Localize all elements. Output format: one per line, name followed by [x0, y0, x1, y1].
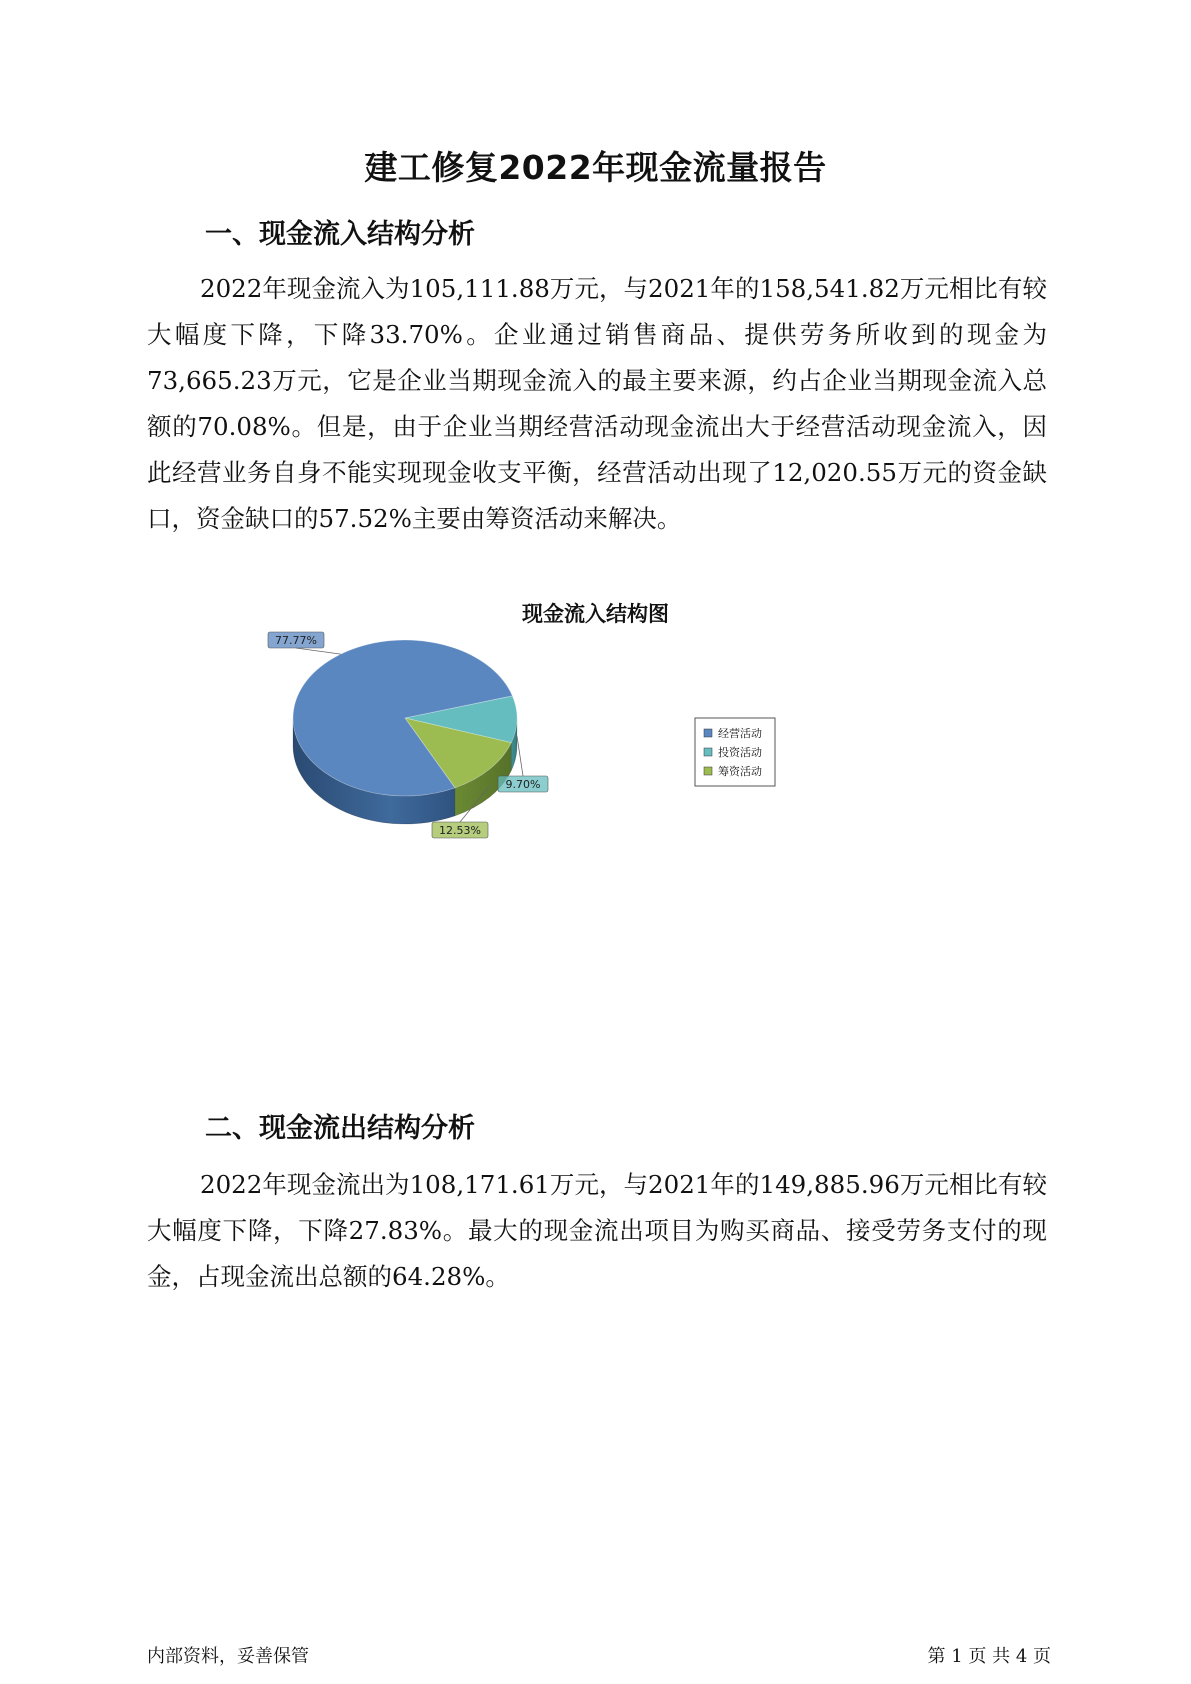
paragraph-inflow: 2022年现金流入为105,111.88万元，与2021年的158,541.82万元相比有较大幅度下降，下降33.70%。企业通过销售商品、提供劳务所收到的现金为73,665.23万元，它是企业当期现金流入的最主要来源，约占企业当期现金流入总额的70.08%。但是，由于企业当期经营活动现金流出大于经营活动现金流入，因此经营业务自身不能实现现金收支平衡，经营活动出现了12,020.55万元的资金缺口，资金缺口的57.52%主要由筹资活动来解决。 — [147, 274, 1047, 533]
footer-page-number: 第 1 页 共 4 页 — [927, 1646, 1051, 1667]
data-label-0: 77.77% — [275, 634, 317, 647]
legend-label-投资活动: 投资活动 — [718, 746, 762, 759]
chart-legend — [695, 718, 775, 786]
section-heading-outflow: 二、现金流出结构分析 — [205, 1113, 475, 1144]
data-label-2: 12.53% — [439, 824, 481, 837]
data-label-1: 9.70% — [505, 778, 541, 791]
legend-label-经营活动: 经营活动 — [718, 727, 762, 740]
label-leader-1 — [517, 736, 523, 776]
pie-chart — [275, 634, 880, 920]
pie-group — [268, 632, 548, 838]
legend-swatch-投资活动 — [704, 748, 712, 756]
legend-swatch-经营活动 — [704, 729, 712, 737]
footer-confidential: 内部资料，妥善保管 — [147, 1646, 309, 1667]
legend-swatch-筹资活动 — [704, 767, 712, 775]
paragraph-outflow: 2022年现金流出为108,171.61万元，与2021年的149,885.96万元相比有较大幅度下降，下降27.83%。最大的现金流出项目为购买商品、接受劳务支付的现金，占现金流出总额的64.28%。 — [147, 1170, 1047, 1291]
chart-title: 现金流入结构图 — [522, 602, 669, 626]
section-heading-inflow: 一、现金流入结构分析 — [205, 219, 475, 250]
page-title: 建工修复2022年现金流量报告 — [364, 148, 827, 187]
label-leader-0 — [296, 648, 341, 654]
legend-label-筹资活动: 筹资活动 — [718, 765, 762, 778]
